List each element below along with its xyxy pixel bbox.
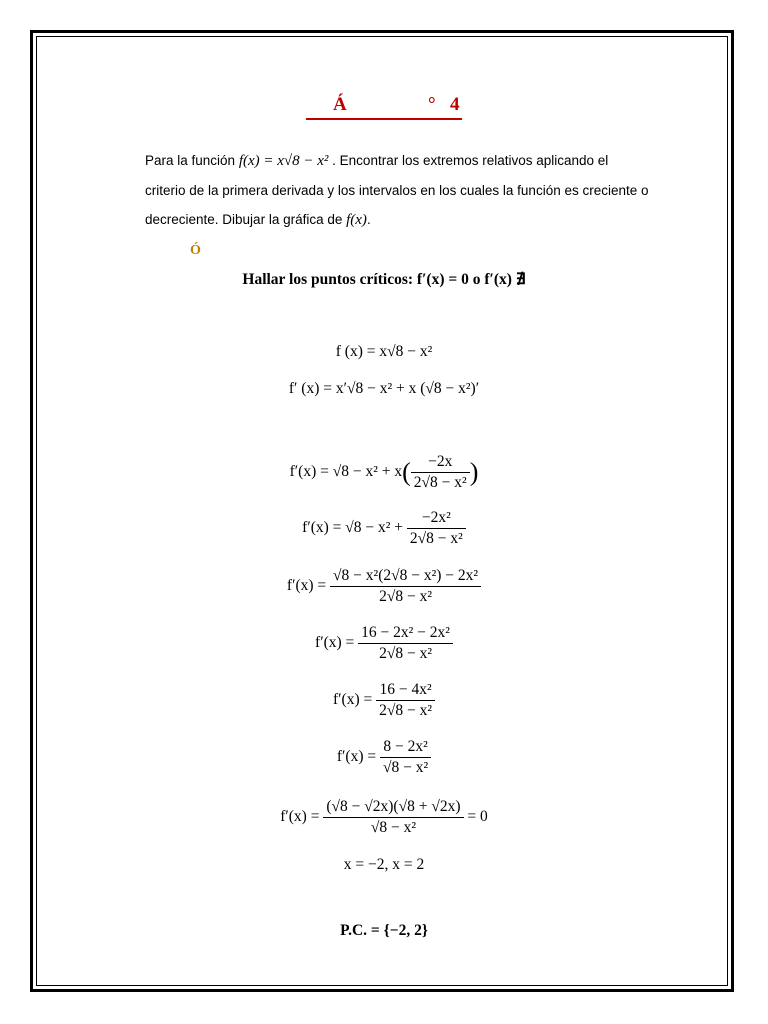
equation-step-8: [0, 737, 768, 778]
intro-line-2: criterio de la primera derivada y los intervalos en los cuales la función es creciente o: [145, 183, 649, 198]
eq-left: f′(x) =: [315, 634, 355, 652]
intro-math-function: f(x) = x√8 − x²: [238, 153, 329, 169]
section-heading: Hallar los puntos críticos: f′(x) = 0 o f′(x) ∄: [242, 271, 526, 288]
eq-right: = 0: [467, 808, 488, 826]
fraction: [323, 797, 463, 838]
critical-points: P.C. = {−2, 2}: [340, 922, 428, 939]
intro-math-fx: f(x): [346, 212, 367, 228]
denominator: 2√8 − x²: [358, 643, 453, 664]
fraction: [330, 566, 481, 607]
intro-text: .: [366, 212, 371, 227]
equation-step-4: [0, 508, 768, 549]
numerator: −2x: [428, 453, 453, 470]
roots: x = −2, x = 2: [343, 856, 425, 873]
numerator: 16 − 2x² − 2x²: [361, 624, 450, 641]
denominator: 2√8 − x²: [411, 472, 470, 493]
eq-left: f′(x) =: [336, 748, 377, 766]
title-part-2: °: [428, 94, 436, 115]
intro-text: decreciente. Dibujar la gráfica de: [145, 212, 347, 227]
fraction: [407, 508, 466, 549]
equation-step-6: [0, 623, 768, 664]
denominator: √8 − x²: [380, 757, 431, 778]
intro-text: Para la función: [145, 153, 239, 168]
numerator: (√8 − √2x)(√8 + √2x): [326, 798, 461, 815]
solution-marker: Ó: [190, 243, 201, 258]
equation-step-5: [0, 566, 768, 607]
eq-left: f′(x) = √8 − x² +: [302, 519, 404, 537]
intro-line-1: [145, 146, 685, 176]
fraction: [376, 680, 435, 721]
eq-left: f′(x) =: [280, 808, 320, 826]
eq-left: f′(x) =: [332, 691, 373, 709]
equation-step-1: f (x) = x√8 − x²: [335, 343, 433, 360]
denominator: 2√8 − x²: [407, 528, 466, 549]
denominator: 2√8 − x²: [330, 586, 481, 607]
denominator: 2√8 − x²: [376, 700, 435, 721]
equation-step-7: [0, 680, 768, 721]
numerator: √8 − x²(2√8 − x²) − 2x²: [333, 567, 479, 584]
numerator: −2x²: [421, 509, 451, 526]
numerator: 16 − 4x²: [379, 681, 432, 698]
equation-step-9: [0, 797, 768, 838]
title-part-3: 4: [450, 94, 460, 115]
fraction: [358, 623, 453, 664]
eq-left: f′(x) =: [286, 577, 327, 595]
title-part-1: Á: [333, 94, 347, 115]
intro-text: . Encontrar los extremos relativos aplicando el: [328, 153, 609, 168]
intro-line-3: [145, 205, 685, 235]
page-title: [306, 92, 462, 120]
denominator: √8 − x²: [323, 817, 463, 838]
equation-step-3: f′(x) = √8 − x² + x( $\frac{-2x}{\text{2√8 − x²}}$ ): [289, 453, 479, 491]
numerator: 8 − 2x²: [383, 738, 428, 755]
equation-step-2: f′ (x) = x′√8 − x² + x (√8 − x²)′: [288, 380, 480, 397]
fraction: [380, 737, 431, 778]
eq-left: f′(x) = √8 − x² + x: [289, 463, 403, 481]
problem-statement: [145, 146, 685, 235]
fraction: [411, 452, 470, 493]
